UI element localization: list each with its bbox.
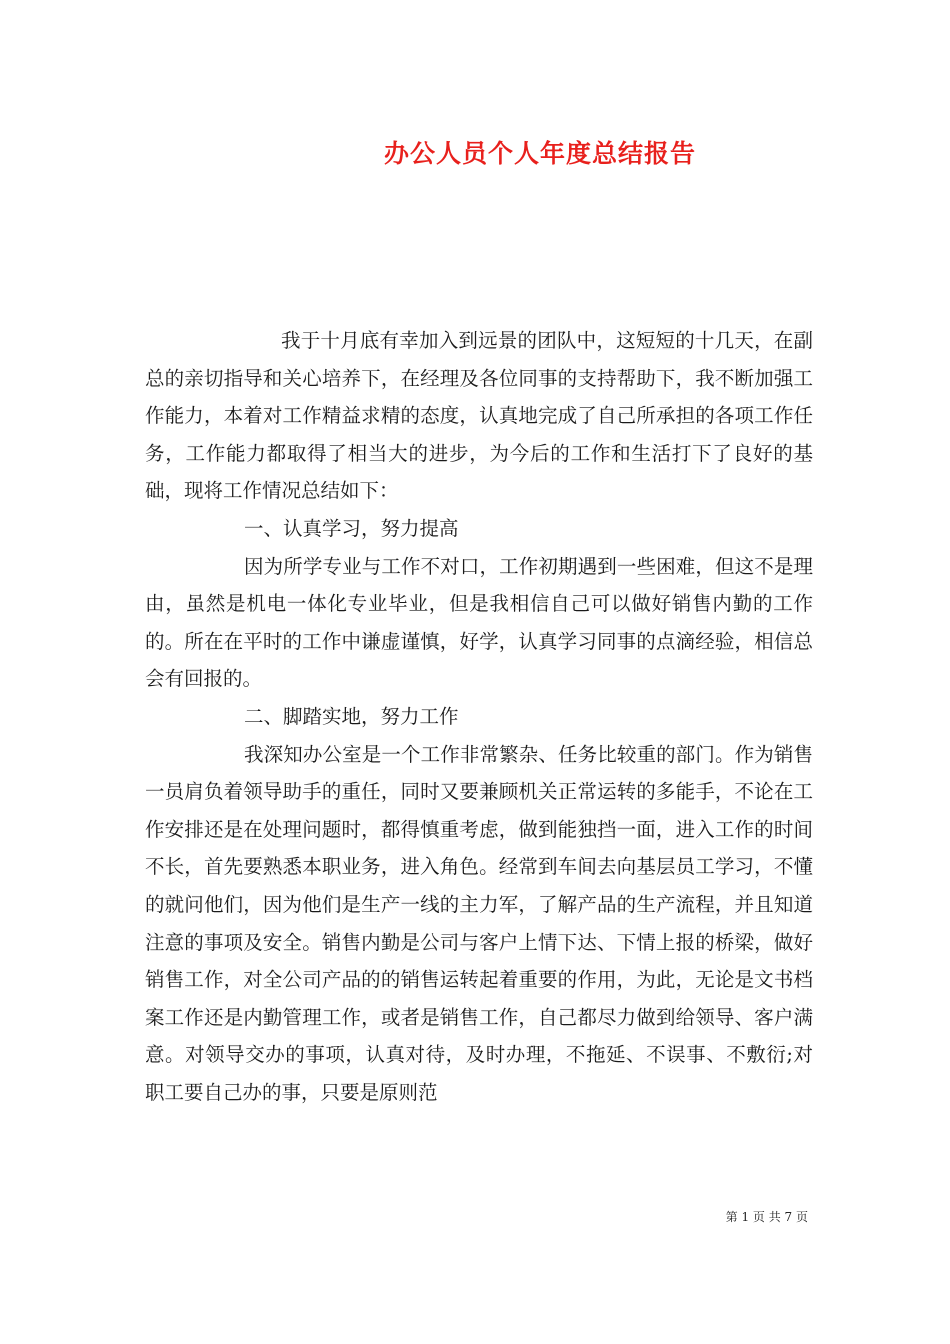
document-body — [145, 322, 813, 1111]
section-heading-1: 一、认真学习，努力提高 — [244, 516, 459, 540]
paragraph-section-1: 因为所学专业与工作不对口，工作初期遇到一些困难，但这不是理由，虽然是机电一体化专业毕业，但是我相信自己可以做好销售内勤的工作的。所在在平时的工作中谦虚谨慎，好学，认真学习同事的点滴经验，相信总会有回报的。 — [145, 554, 813, 691]
document-title: 办公人员个人年度总结报告 — [383, 139, 696, 168]
page-number-footer: 第 1 页 共 7 页 — [725, 1210, 808, 1224]
section-heading-2: 二、脚踏实地，努力工作 — [244, 704, 459, 728]
paragraph-intro: 我于十月底有幸加入到远景的团队中，这短短的十几天，在副总的亲切指导和关心培养下，在经理及各位同事的支持帮助下，我不断加强工作能力，本着对工作精益求精的态度，认真地完成了自己所承担的各项工作任务，工作能力都取得了相当大的进步，为今后的工作和生活打下了良好的基础，现将工作情况总结如下： — [145, 329, 813, 503]
paragraph-section-2: 我深知办公室是一个工作非常繁杂、任务比较重的部门。作为销售一员肩负着领导助手的重任，同时又要兼顾机关正常运转的多能手，不论在工作安排还是在处理问题时，都得慎重考虑，做到能独挡一面，进入工作的时间不长，首先要熟悉本职业务，进入角色。经常到车间去向基层员工学习，不懂的就问他们，因为他们是生产一线的主力军，了解产品的生产流程，并且知道注意的事项及安全。销售内勤是公司与客户上情下达、下情上报的桥梁，做好销售工作，对全公司产品的的销售运转起着重要的作用，为此，无论是文书档案工作还是内勤管理工作，或者是销售工作，自己都尽力做到给领导、客户满意。对领导交办的事项，认真对待，及时办理，不拖延、不误事、不敷衍;对职工要自己办的事，只要是原则范 — [145, 742, 813, 1104]
